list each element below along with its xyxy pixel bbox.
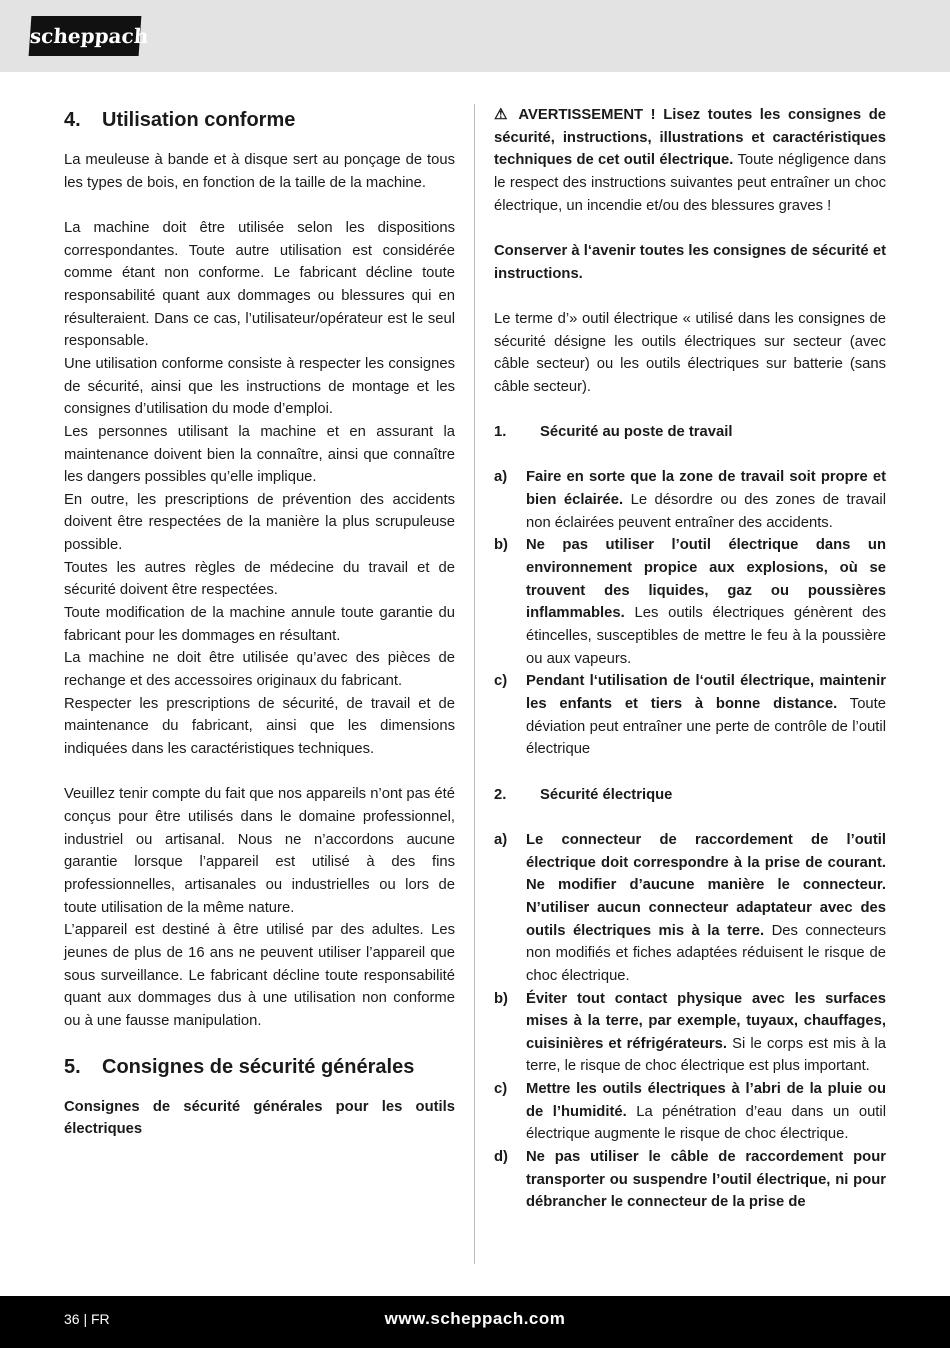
warning-paragraph (494, 104, 886, 217)
paragraph: La machine doit être utilisée selon les dispositions correspondantes. Toute autre utilisation est considérée comme étant non conforme. Le fabricant décline toute responsabilité quant aux dommages ou blessures qui en résulteraient. Dans ce cas, l’utilisateur/opérateur est le seul responsable. (64, 219, 455, 350)
item-normal-text: Le désordre ou des zones de travail non éclairées peuvent entraîner des accidents. (526, 492, 886, 531)
item-text (526, 1078, 886, 1146)
list-item (494, 534, 886, 670)
warning-icon: ⚠ (494, 107, 511, 123)
page-number: 36 | FR (64, 1311, 110, 1327)
section-number: 4. (64, 109, 81, 131)
column-divider (474, 104, 475, 1264)
list-item (494, 670, 886, 761)
item-label: d) (494, 1149, 508, 1166)
section-subtitle: Consignes de sécurité générales pour les outils électriques (64, 1098, 455, 1138)
warning-bold-text: AVERTISSEMENT ! Lisez toutes les consignes de sécurité, instructions, illustrations et caractéristiques techniques de cet outil électrique. (494, 107, 887, 169)
left-column (64, 104, 455, 1141)
right-column (494, 104, 886, 1214)
subsection-1-heading (494, 421, 886, 444)
scheppach-logo: scheppach (29, 16, 142, 56)
item-label: c) (494, 1081, 508, 1098)
item-normal-text: Les outils électriques génèrent des étincelles, susceptibles de mettre le feu à la poussière ou aux vapeurs. (526, 605, 886, 667)
item-text (526, 466, 886, 534)
list-item (494, 829, 886, 988)
section-title: Utilisation conforme (102, 109, 296, 131)
warning-text: Toute négligence dans le respect des instructions suivantes peut entraîner un choc électrique, un incendie et/ou des blessures graves ! (494, 152, 886, 214)
paragraph: Une utilisation conforme consiste à respecter les consignes de sécurité, ainsi que les instructions de montage et les consignes d’utilisation du mode d’emploi. (64, 355, 455, 418)
list-item (494, 1078, 886, 1146)
item-bold-text: Ne pas utiliser l’outil électrique dans un environnement propice aux explosions, où se trouvent des liquides, gaz ou poussières inflammables. (526, 537, 886, 622)
intro-paragraph: La meuleuse à bande et à disque sert au ponçage de tous les types de bois, en fonction de la taille de la machine. (64, 152, 455, 191)
subsection-2-heading (494, 784, 886, 807)
paragraph: En outre, les prescriptions de prévention des accidents doivent être respectées de la manière la plus scrupuleuse possible. (64, 491, 455, 554)
section-title: Consignes de sécurité générales (102, 1055, 415, 1078)
subsection-title: Sécurité électrique (540, 786, 673, 803)
keep-instructions: Conserver à l‘avenir toutes les consignes de sécurité et instructions. (494, 242, 886, 282)
section-5-heading (64, 1051, 455, 1083)
list-item (494, 988, 886, 1079)
page-header (0, 0, 950, 72)
item-bold-text: Éviter tout contact physique avec les surfaces mises à la terre, par exemple, tuyaux, chauffages, cuisinières et réfrigérateurs. (526, 990, 886, 1052)
item-text (526, 829, 886, 988)
item-label: a) (494, 831, 508, 848)
item-normal-text: Si le corps est mis à la terre, le risque de choc électrique est plus important. (526, 1035, 886, 1075)
paragraph: Toutes les autres règles de médecine du travail et de sécurité doivent être respectées. (64, 559, 455, 599)
item-bold-text: Ne pas utiliser le câble de raccordement pour transporter ou suspendre l’outil électrique, ni pour débrancher le connecteur de la prise de (526, 1149, 886, 1211)
item-bold-text: Mettre les outils électriques à l’abri de la pluie ou de l’humidité. (526, 1081, 886, 1120)
item-label: b) (494, 990, 508, 1007)
item-label: b) (494, 537, 508, 554)
item-text (526, 988, 886, 1079)
item-text (526, 670, 886, 761)
paragraph: Les personnes utilisant la machine et en assurant la maintenance doivent bien la connaître, ainsi que connaître les dangers possibles qu’elle implique. (64, 423, 455, 486)
paragraph: Respecter les prescriptions de sécurité, de travail et de maintenance du fabricant, ainsi que les dimensions indiquées dans les caractéristiques techniques. (64, 695, 455, 758)
website-link[interactable]: www.scheppach.com (384, 1309, 566, 1328)
subsection-number: 2. (494, 786, 507, 803)
paragraph: Toute modification de la machine annule toute garantie du fabricant pour les dommages en résultant. (64, 605, 455, 644)
paragraph: Veuillez tenir compte du fait que nos appareils n’ont pas été conçus pour être utilisés dans le domaine professionnel, industriel ou artisanal. Nous ne n’accordons aucune garantie lorsque l’appareil est utilisé à des fins professionnelles, artisanales ou industrielles ou lors de toute utilisation de la même nature. (64, 786, 455, 916)
item-bold-text: Pendant l‘utilisation de l‘outil électrique, maintenir les enfants et tiers à bonne distance. (526, 673, 886, 712)
list-item (494, 1146, 886, 1214)
item-bold-text: Faire en sorte que la zone de travail soit propre et bien éclairée. (526, 469, 886, 509)
item-normal-text: Toute déviation peut entraîner une perte de contrôle de l’outil électrique (526, 696, 886, 758)
section-4-heading (64, 104, 455, 136)
subsection-number: 1. (494, 424, 507, 441)
item-normal-text: Des connecteurs non modifiés et fiches adaptées réduisent le risque de choc électrique. (526, 922, 886, 984)
item-label: a) (494, 469, 508, 486)
item-bold-text: Le connecteur de raccordement de l’outil électrique doit correspondre à la prise de courant. Ne modifier d’aucune manière le connecteur. N’utiliser aucun connecteur adaptateur avec des outils électriques mis à la terre. (526, 831, 886, 939)
section-number: 5. (64, 1055, 81, 1078)
item-label: c) (494, 673, 508, 690)
list-item (494, 466, 886, 534)
item-text (526, 534, 886, 670)
item-text (526, 1146, 886, 1214)
page-footer (0, 1296, 950, 1348)
item-normal-text: La pénétration d’eau dans un outil électrique augmente le risque de choc électrique. (526, 1103, 886, 1143)
paragraph: L’appareil est destiné à être utilisé par des adultes. Les jeunes de plus de 16 ans ne peuvent utiliser l’appareil que sous surveillance. Le fabricant décline toute responsabilité quant aux dommages dus à une utilisation non conforme ou à une fausse manipulation. (64, 922, 455, 1029)
subsection-title: Sécurité au poste de travail (540, 424, 733, 441)
paragraph: La machine ne doit être utilisée qu’avec des pièces de rechange et des accessoires originaux du fabricant. (64, 650, 455, 690)
term-definition: Le terme d’» outil électrique « utilisé dans les consignes de sécurité désigne les outils électriques sur secteur (avec câble secteur) ou les outils électriques sur batterie (sans câble secteur). (494, 310, 886, 395)
